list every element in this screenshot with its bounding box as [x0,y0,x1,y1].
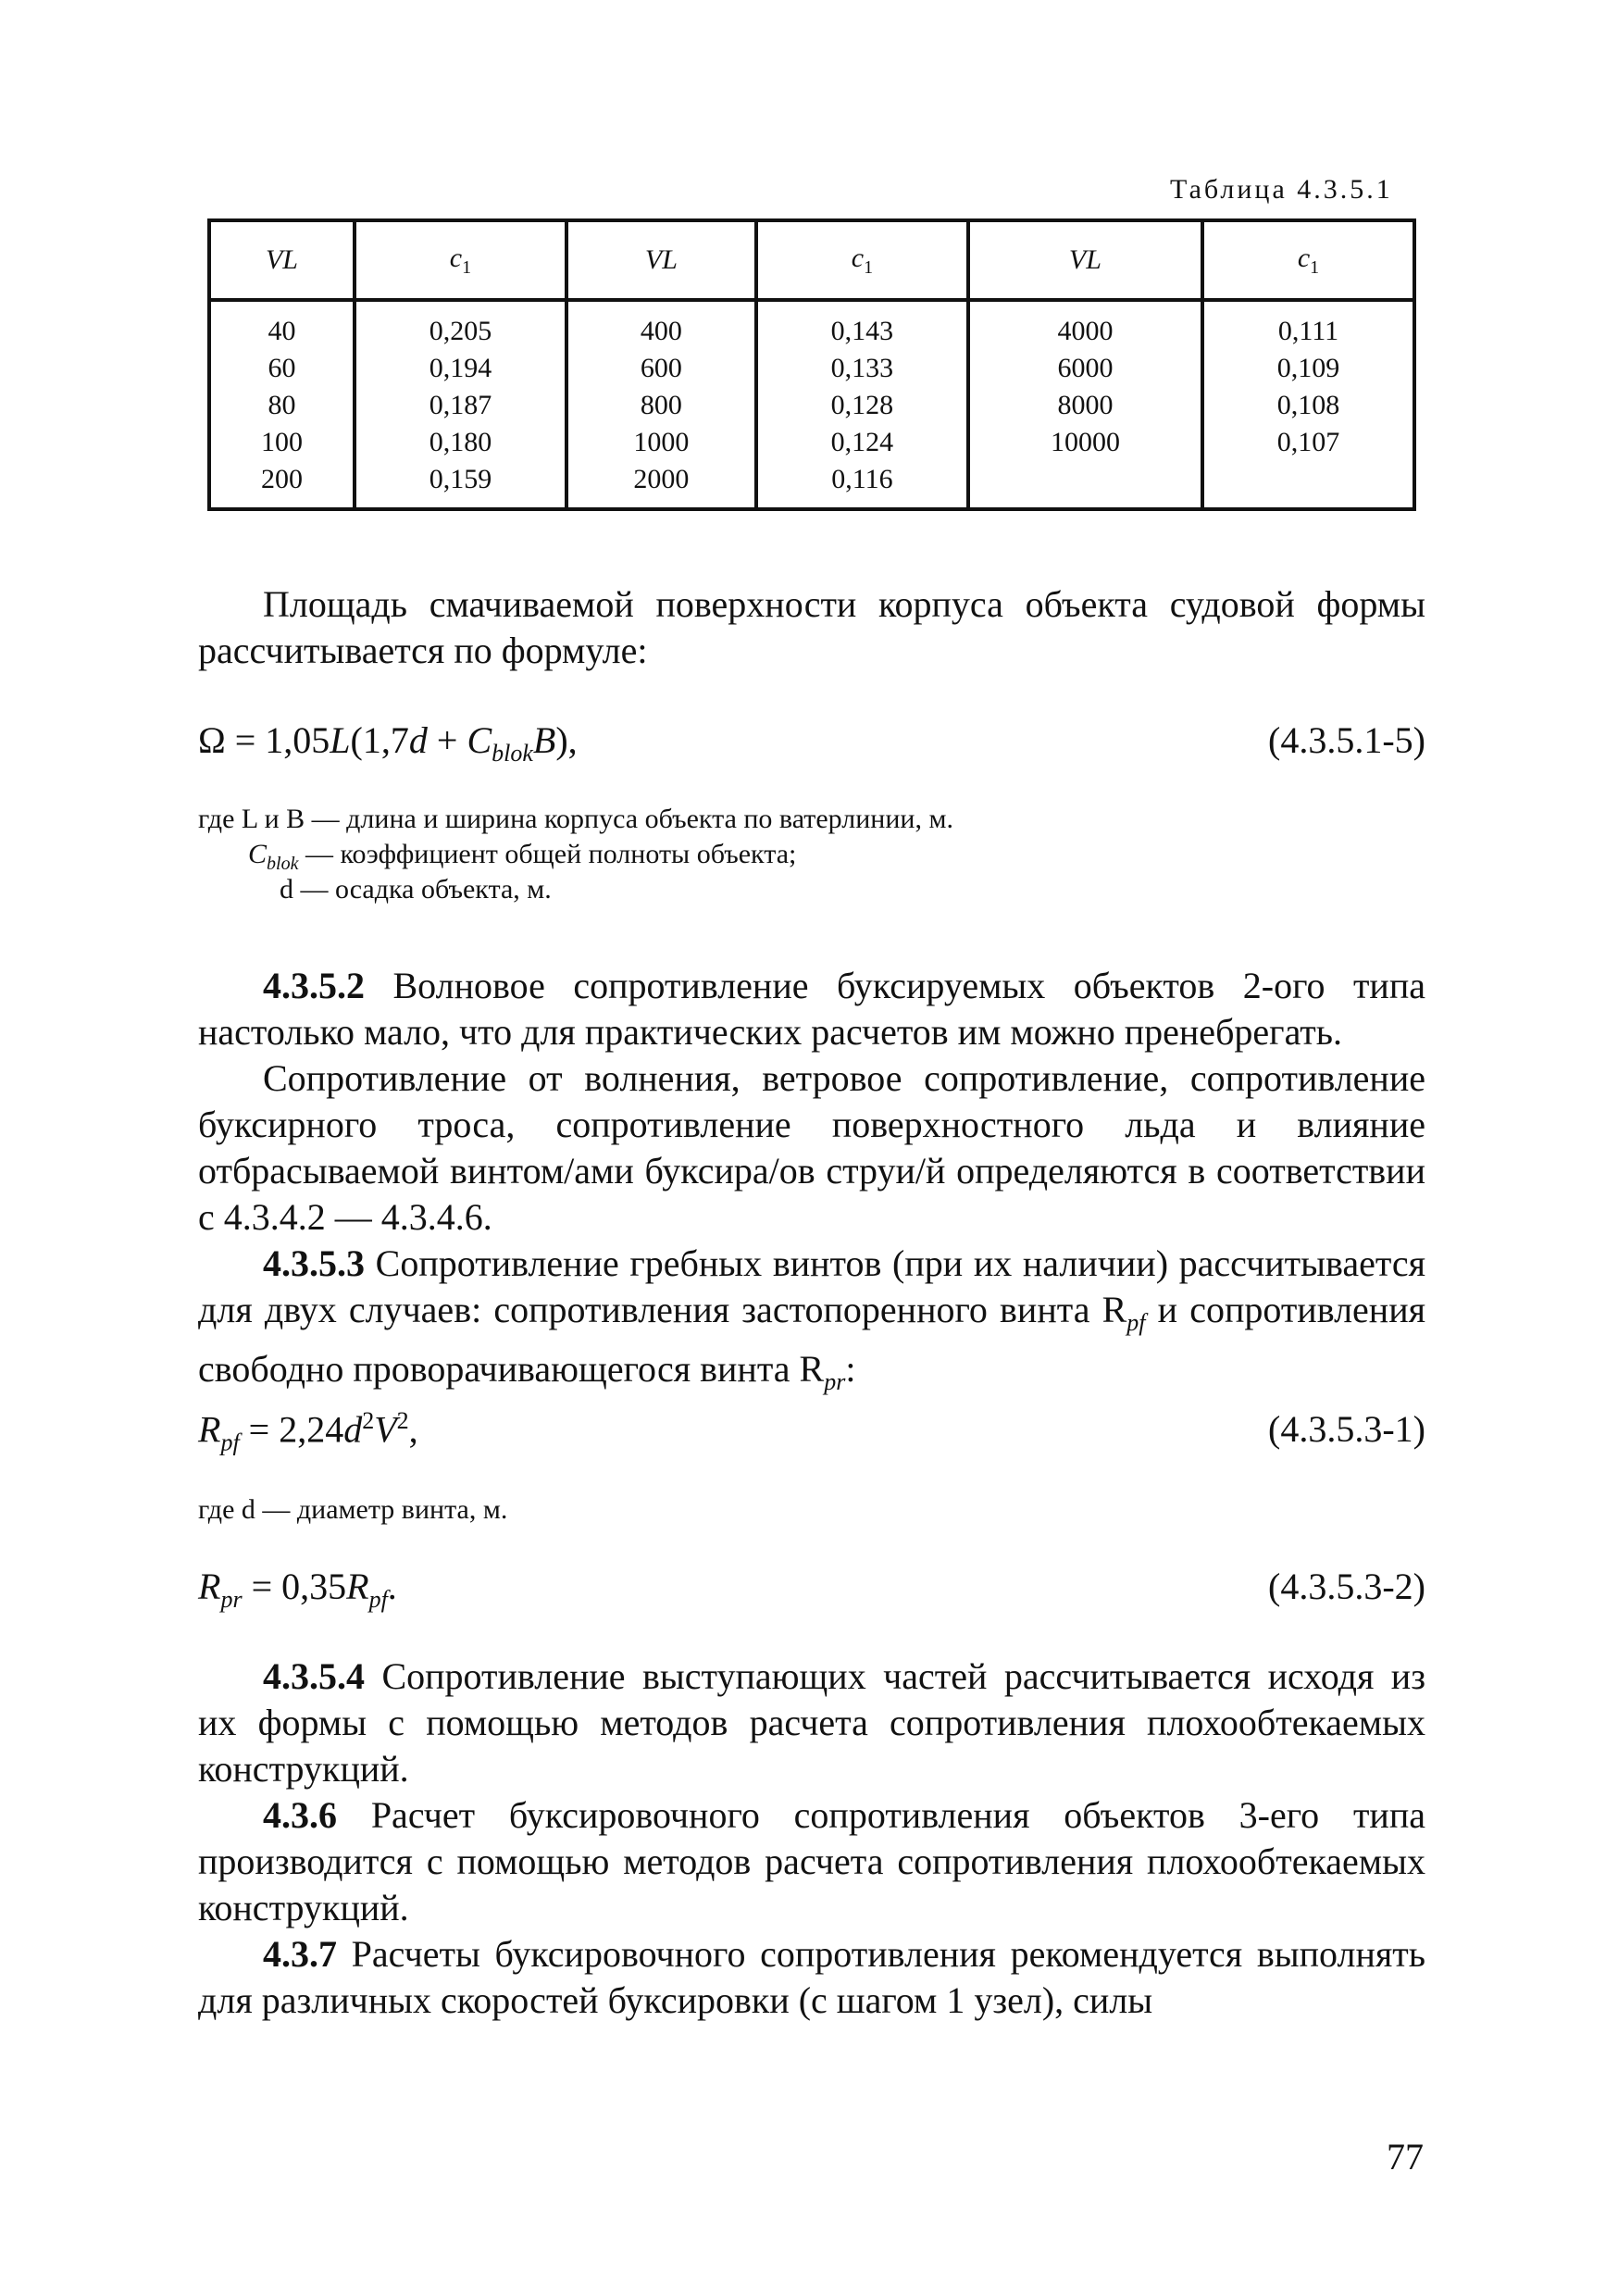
coefficient-table [207,218,1416,511]
table-row [209,387,1414,424]
table-cell: 6000 [968,350,1202,387]
table-cell: 0,116 [756,461,968,509]
header-c1: $c_1$ [1202,220,1414,300]
table-cell: 40 [209,300,355,350]
table-cell: 600 [566,350,756,387]
table-cell: 10000 [968,424,1202,461]
table-cell: 0,108 [1202,387,1414,424]
formula-rpf: $R_{pf} = 2,24d^2V^2$, [198,1407,418,1456]
header-vl: VL [209,220,355,300]
formula-wetted-surface: $\Omega = 1,05L(1,7d + C_{blok}B)$, [198,719,578,767]
table-cell: 100 [209,424,355,461]
table-cell: 80 [209,387,355,424]
paragraph-4-3-7: 4.3.7 Расчеты буксировочного сопротивления рекомендуется выполнять для различных скоростей буксировки (с шагом 1 узел), силы [198,1933,1425,2021]
header-c1: $c_1$ [756,220,968,300]
table-cell: 0,124 [756,424,968,461]
table-cell: 2000 [566,461,756,509]
equation-number: (4.3.5.3-1) [1268,1408,1425,1450]
note-cblok: $C_{blok}$ — коэффициент общей полноты объекта; [248,839,797,874]
header-vl: VL [968,220,1202,300]
table-row [209,424,1414,461]
table-row [209,350,1414,387]
note-d-draft: d — осадка объекта, м. [280,874,552,905]
table-caption: Таблица 4.3.5.1 [1170,174,1393,205]
paragraph-wetted-surface: Площадь смачиваемой поверхности корпуса объекта судовой формы рассчитывается по формуле: [198,583,1425,671]
table-cell: 1000 [566,424,756,461]
table-cell: 60 [209,350,355,387]
header-vl: VL [566,220,756,300]
table-cell [1202,461,1414,509]
table-row [209,461,1414,509]
table-row [209,300,1414,350]
table-cell: 0,128 [756,387,968,424]
table-cell: 0,109 [1202,350,1414,387]
table-cell: 4000 [968,300,1202,350]
table-cell: 0,180 [355,424,566,461]
table-header-row [209,220,1414,300]
table-cell: 0,194 [355,350,566,387]
page-number: 77 [1387,2136,1424,2177]
paragraph-4-3-5-3: 4.3.5.3 Сопротивление гребных винтов (при их наличии) рассчитывается для двух случаев: сопротивления застопоренного винта $R_{pf}$ и сопротивления свободно проворачивающегося винта $R_{pr}$: [198,1242,1425,1395]
equation-number: (4.3.5.1-5) [1268,719,1425,761]
table-cell: 400 [566,300,756,350]
paragraph-4-3-6: 4.3.6 Расчет буксировочного сопротивления объектов 3-его типа производится с помощью методов расчета сопротивления плохообтекаемых конструкций. [198,1794,1425,1928]
paragraph-4-3-5-2: 4.3.5.2 Волновое сопротивление буксируемых объектов 2-ого типа настолько мало, что для практических расчетов им можно пренебрегать. [198,965,1425,1053]
note-d-diameter: где d — диаметр винта, м. [198,1494,508,1525]
table-cell: 0,159 [355,461,566,509]
table-cell: 0,205 [355,300,566,350]
equation-number: (4.3.5.3-2) [1268,1566,1425,1607]
table-cell: 800 [566,387,756,424]
table-cell [968,461,1202,509]
table-cell: 0,107 [1202,424,1414,461]
formula-rpr: $R_{pr} = 0,35R_{pf}$. [198,1566,397,1613]
table-cell: 0,133 [756,350,968,387]
table-cell: 0,111 [1202,300,1414,350]
note-l-b: где L и B — длина и ширина корпуса объекта по ватерлинии, м. [198,804,953,834]
table-cell: 200 [209,461,355,509]
header-c1: $c_1$ [355,220,566,300]
paragraph-resistance-sources: Сопротивление от волнения, ветровое сопротивление, сопротивление буксирного троса, сопротивление поверхностного льда и влияние отбрасываемой винтом/ами буксира/ов струи/й определяются в соответствии с 4.3.4.2 — 4.3.4.6. [198,1057,1425,1238]
table-cell: 0,187 [355,387,566,424]
table-cell: 8000 [968,387,1202,424]
paragraph-4-3-5-4: 4.3.5.4 Сопротивление выступающих частей рассчитывается исходя из их формы с помощью методов расчета сопротивления плохообтекаемых конструкций. [198,1655,1425,1790]
table-cell: 0,143 [756,300,968,350]
